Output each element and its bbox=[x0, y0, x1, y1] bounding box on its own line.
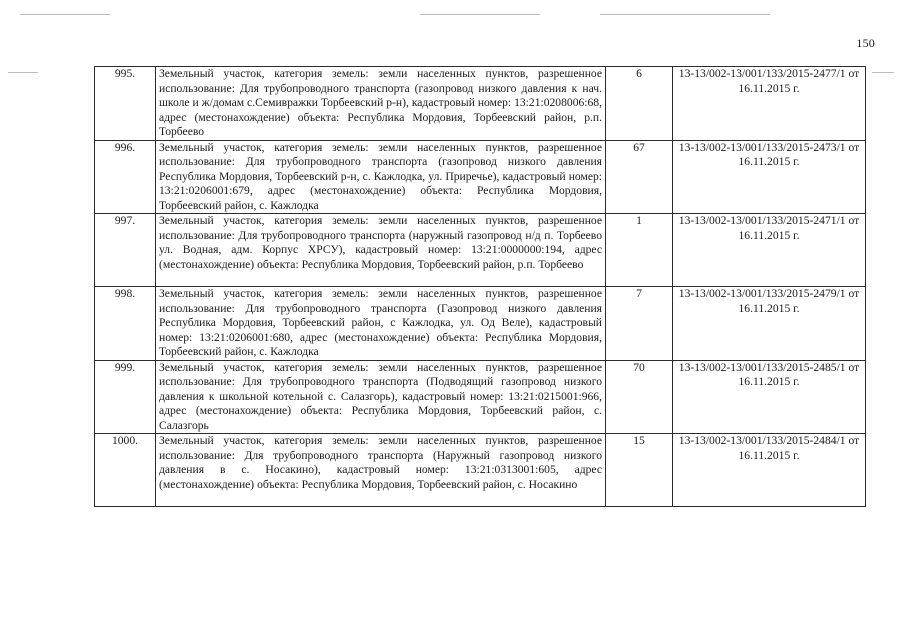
plot-area: 6 bbox=[606, 67, 673, 141]
table-row bbox=[95, 287, 866, 361]
row-number: 995. bbox=[95, 67, 156, 141]
row-number: 1000. bbox=[95, 434, 156, 507]
table-row bbox=[95, 434, 866, 507]
registration-record: 13-13/002-13/001/133/2015-2477/1 от 16.11.2015 г. bbox=[673, 67, 866, 141]
plot-area: 15 bbox=[606, 434, 673, 507]
plot-area: 7 bbox=[606, 287, 673, 361]
plot-description: Земельный участок, категория земель: земли населенных пунктов, разрешенное использование: Для трубопроводного транспорта (газопровод низкого давления к нач. школе и ж/домам с.Семивражки Торбеевский р-н), кадастровый номер: 13:21:0208006:68, адрес (местонахождение) объекта: Республика Мордовия, Торбеевский район, р.п. Торбеево bbox=[156, 67, 606, 141]
plot-description: Земельный участок, категория земель: земли населенных пунктов, разрешенное использование: Для трубопроводного транспорта (наружный газопровод н/д п. Торбеево ул. Водная, адм. Корпус ХРСУ), кадастровый номер: 13:21:0000000:194, адрес (местонахождение) объекта: Республика Мордовия, Торбеевский район, р.п. Торбеево bbox=[156, 214, 606, 287]
scan-artifact-top-left bbox=[20, 14, 110, 15]
scan-artifact-top-right bbox=[600, 14, 770, 15]
registration-record: 13-13/002-13/001/133/2015-2471/1 от 16.11.2015 г. bbox=[673, 214, 866, 287]
scan-artifact-top-middle bbox=[420, 14, 540, 15]
scan-artifact-left-margin bbox=[8, 72, 38, 73]
row-number: 998. bbox=[95, 287, 156, 361]
table-row bbox=[95, 360, 866, 434]
plot-description: Земельный участок, категория земель: земли населенных пунктов, разрешенное использование: Для трубопроводного транспорта (Подводящий газопровод низкого давления к школьной котельной с. Салазгорь), кадастровый номер: 13:21:0215001:966, адрес (местонахождение) объекта: Республика Мордовия, Торбеевский район, с. Салазгорь bbox=[156, 360, 606, 434]
table-row bbox=[95, 140, 866, 214]
registration-record: 13-13/002-13/001/133/2015-2479/1 от 16.11.2015 г. bbox=[673, 287, 866, 361]
plot-description: Земельный участок, категория земель: земли населенных пунктов, разрешенное использование: Для трубопроводного транспорта (Наружный газопровод низкого давления в с. Носакино), кадастровый номер: 13:21:0313001:605, адрес (местонахождение) объекта: Республика Мордовия, Торбеевский район, с. Носакино bbox=[156, 434, 606, 507]
page-number: 150 bbox=[856, 36, 875, 50]
registration-record: 13-13/002-13/001/133/2015-2473/1 от 16.11.2015 г. bbox=[673, 140, 866, 214]
row-number: 997. bbox=[95, 214, 156, 287]
row-number: 999. bbox=[95, 360, 156, 434]
plot-description: Земельный участок, категория земель: земли населенных пунктов, разрешенное использование: Для трубопроводного транспорта (газопровод низкого давления Республика Мордовия, Торбеевский р-н, с. Кажлодка, ул. Приречье), кадастровый номер: 13:21:0206001:679, адрес (местонахождение) объекта: Республика Мордовия, Торбеевский район, с. Кажлодка bbox=[156, 140, 606, 214]
row-number: 996. bbox=[95, 140, 156, 214]
land-plot-registry-table bbox=[94, 66, 866, 507]
scan-artifact-right-margin bbox=[872, 72, 894, 73]
plot-area: 67 bbox=[606, 140, 673, 214]
table-row bbox=[95, 67, 866, 141]
table-row bbox=[95, 214, 866, 287]
plot-area: 1 bbox=[606, 214, 673, 287]
registration-record: 13-13/002-13/001/133/2015-2485/1 от 16.11.2015 г. bbox=[673, 360, 866, 434]
plot-area: 70 bbox=[606, 360, 673, 434]
registration-record: 13-13/002-13/001/133/2015-2484/1 от 16.11.2015 г. bbox=[673, 434, 866, 507]
plot-description: Земельный участок, категория земель: земли населенных пунктов, разрешенное использование: Для трубопроводного транспорта (Газопровод низкого давления Республика Мордовия, Торбеевский район, с Кажлодка, ул. Од Веле), кадастровый номер: 13:21:0206001:680, адрес (местонахождение) объекта: Республика Мордовия, Торбеевский район, с. Кажлодка bbox=[156, 287, 606, 361]
